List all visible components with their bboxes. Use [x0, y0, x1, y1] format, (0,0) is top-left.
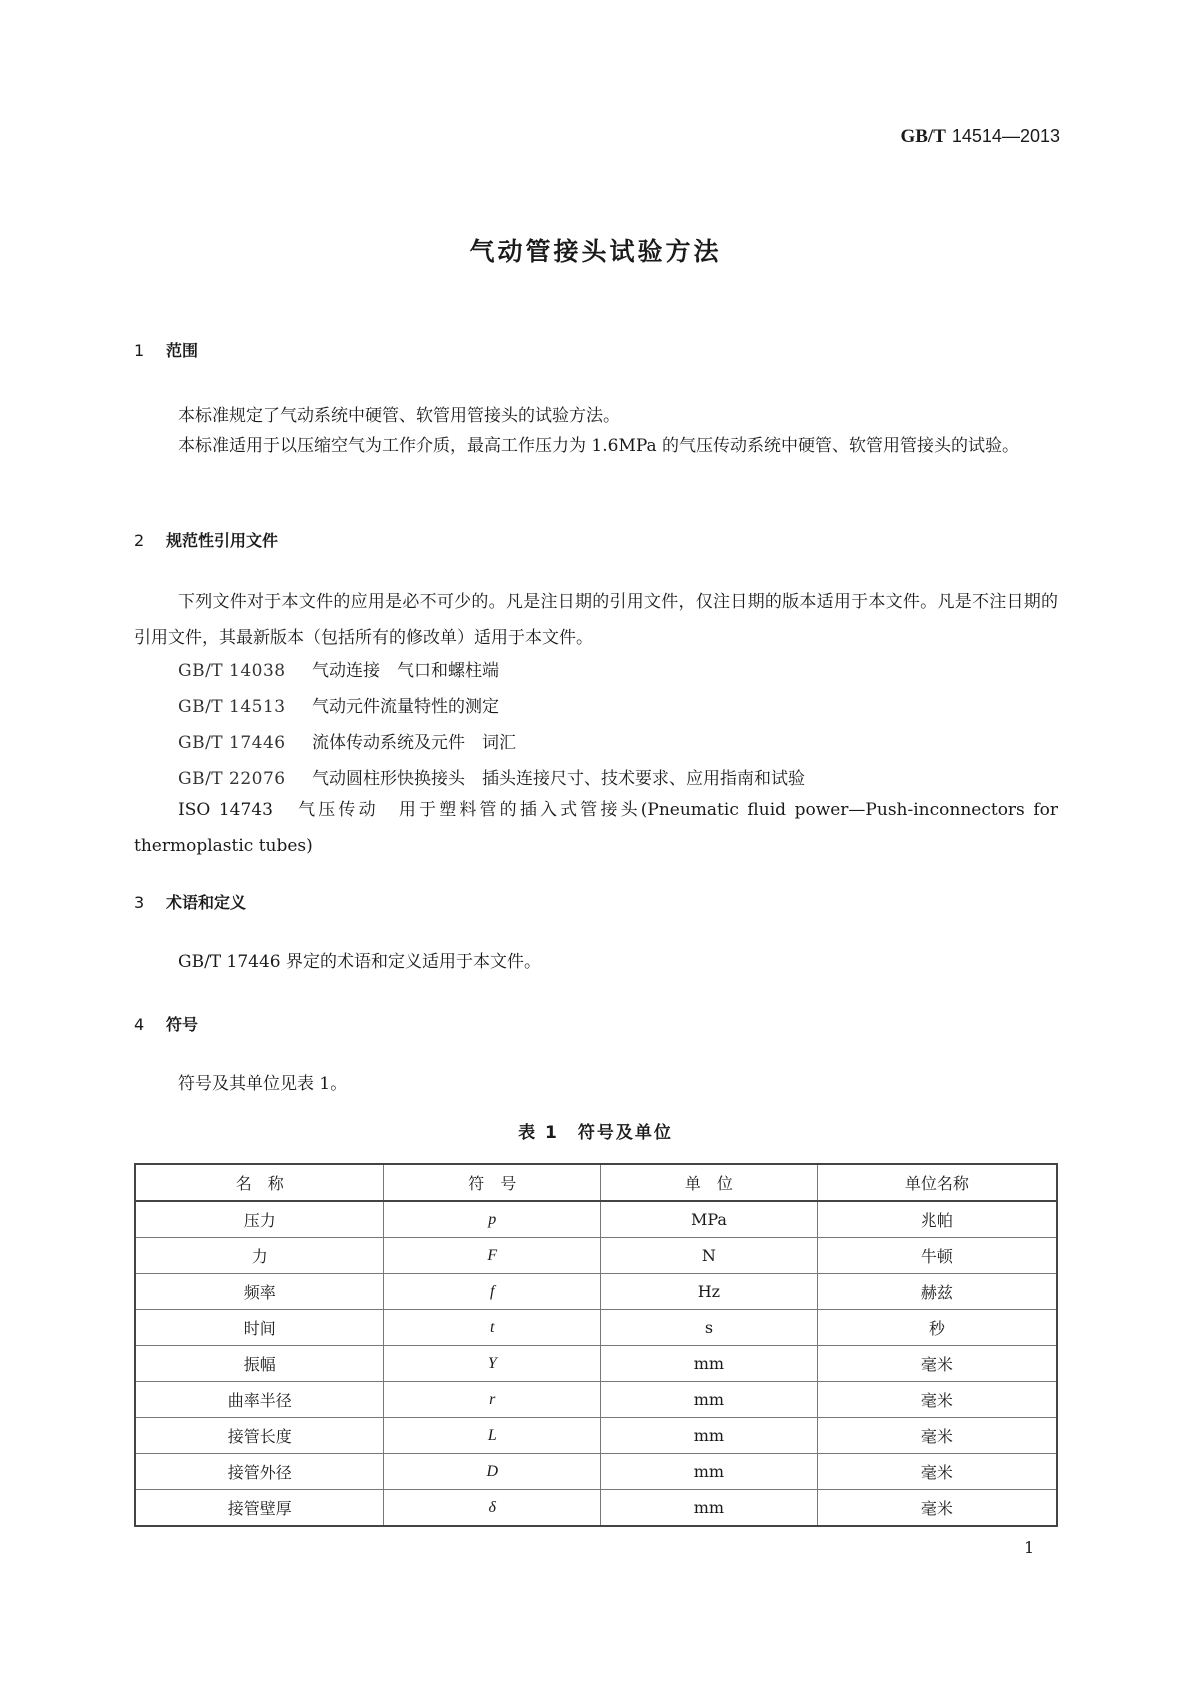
symbols-paragraph: 符号及其单位见表 1。 [178, 1074, 348, 1094]
section-title: 规范性引用文件 [166, 531, 279, 550]
table-caption: 表 1 符号及单位 [518, 1123, 673, 1143]
standard-prefix: GB/T [900, 126, 946, 147]
cell-unit: s [601, 1310, 818, 1346]
reference-code: ISO 14743 [178, 800, 273, 820]
reference-item [178, 656, 499, 681]
section-2-heading [134, 528, 278, 551]
cell-unit-name: 毫米 [817, 1346, 1057, 1382]
table-row [135, 1382, 1057, 1418]
cell-unit-name: 兆帕 [817, 1201, 1057, 1238]
cell-unit: MPa [601, 1201, 818, 1238]
cell-name: 力 [135, 1238, 384, 1274]
table-row [135, 1238, 1057, 1274]
reference-title: 气压传动 用于塑料管的插入式管接头(Pneumatic fluid power—Push-inconnectors for thermoplastic tubes) [134, 800, 1058, 856]
column-header-unit: 单 位 [601, 1164, 818, 1201]
terms-paragraph: GB/T 17446 界定的术语和定义适用于本文件。 [178, 952, 542, 972]
cell-unit-name: 毫米 [817, 1454, 1057, 1490]
reference-item [178, 728, 516, 753]
cell-unit: Hz [601, 1274, 818, 1310]
reference-title: 气动圆柱形快换接头 插头连接尺寸、技术要求、应用指南和试验 [312, 769, 805, 789]
cell-unit: N [601, 1238, 818, 1274]
section-title: 术语和定义 [166, 893, 247, 912]
cell-name: 接管外径 [135, 1454, 384, 1490]
reference-title: 气动元件流量特性的测定 [312, 697, 499, 717]
reference-item [178, 764, 805, 789]
cell-name: 振幅 [135, 1346, 384, 1382]
reference-item [178, 692, 499, 717]
page-number: 1 [1024, 1538, 1035, 1557]
cell-unit: mm [601, 1490, 818, 1527]
table-header-row [135, 1164, 1057, 1201]
section-number: 4 [134, 1015, 145, 1034]
reference-code: GB/T 14038 [178, 661, 286, 681]
references-intro: 下列文件对于本文件的应用是必不可少的。凡是注日期的引用文件，仅注日期的版本适用于本文件。凡是不注日期的引用文件，其最新版本（包括所有的修改单）适用于本文件。 [134, 592, 1058, 648]
cell-symbol: F [384, 1238, 601, 1274]
scope-paragraph-1: 本标准规定了气动系统中硬管、软管用管接头的试验方法。 [178, 406, 620, 426]
section-number: 1 [134, 341, 145, 360]
document-title: 气动管接头试验方法 [469, 237, 722, 266]
cell-symbol: f [384, 1274, 601, 1310]
cell-unit-name: 毫米 [817, 1418, 1057, 1454]
reference-item [134, 792, 1058, 864]
table-row [135, 1418, 1057, 1454]
section-number: 3 [134, 893, 145, 912]
section-title: 符号 [166, 1015, 199, 1034]
cell-unit-name: 毫米 [817, 1490, 1057, 1527]
cell-unit-name: 赫兹 [817, 1274, 1057, 1310]
section-title: 范围 [166, 341, 199, 360]
cell-unit: mm [601, 1418, 818, 1454]
cell-name: 曲率半径 [135, 1382, 384, 1418]
section-3-heading [134, 890, 246, 913]
reference-code: GB/T 17446 [178, 733, 286, 753]
standard-code [900, 126, 1060, 148]
column-header-name: 名 称 [135, 1164, 384, 1201]
table-row [135, 1201, 1057, 1238]
cell-name: 接管壁厚 [135, 1490, 384, 1527]
cell-unit: mm [601, 1382, 818, 1418]
cell-symbol: L [384, 1418, 601, 1454]
cell-name: 压力 [135, 1201, 384, 1238]
cell-symbol: δ [384, 1490, 601, 1527]
cell-unit-name: 秒 [817, 1310, 1057, 1346]
cell-unit: mm [601, 1346, 818, 1382]
symbols-table [134, 1163, 1058, 1527]
table-row [135, 1346, 1057, 1382]
cell-symbol: Y [384, 1346, 601, 1382]
table-row [135, 1490, 1057, 1527]
cell-name: 频率 [135, 1274, 384, 1310]
section-1-heading [134, 338, 198, 361]
section-4-heading [134, 1012, 198, 1035]
table-row [135, 1274, 1057, 1310]
cell-unit-name: 牛顿 [817, 1238, 1057, 1274]
cell-name: 时间 [135, 1310, 384, 1346]
table-row [135, 1454, 1057, 1490]
reference-title: 流体传动系统及元件 词汇 [312, 733, 516, 753]
cell-symbol: t [384, 1310, 601, 1346]
standard-number: 14514—2013 [951, 126, 1060, 146]
reference-code: GB/T 14513 [178, 697, 286, 717]
cell-symbol: D [384, 1454, 601, 1490]
cell-symbol: p [384, 1201, 601, 1238]
cell-symbol: r [384, 1382, 601, 1418]
cell-unit: mm [601, 1454, 818, 1490]
cell-unit-name: 毫米 [817, 1382, 1057, 1418]
reference-code: GB/T 22076 [178, 769, 286, 789]
section-number: 2 [134, 531, 145, 550]
cell-name: 接管长度 [135, 1418, 384, 1454]
scope-paragraph-2: 本标准适用于以压缩空气为工作介质，最高工作压力为 1.6MPa 的气压传动系统中硬管、软管用管接头的试验。 [178, 436, 1020, 456]
column-header-symbol: 符 号 [384, 1164, 601, 1201]
column-header-unit-name: 单位名称 [817, 1164, 1057, 1201]
reference-title: 气动连接 气口和螺柱端 [312, 661, 499, 681]
table-row [135, 1310, 1057, 1346]
